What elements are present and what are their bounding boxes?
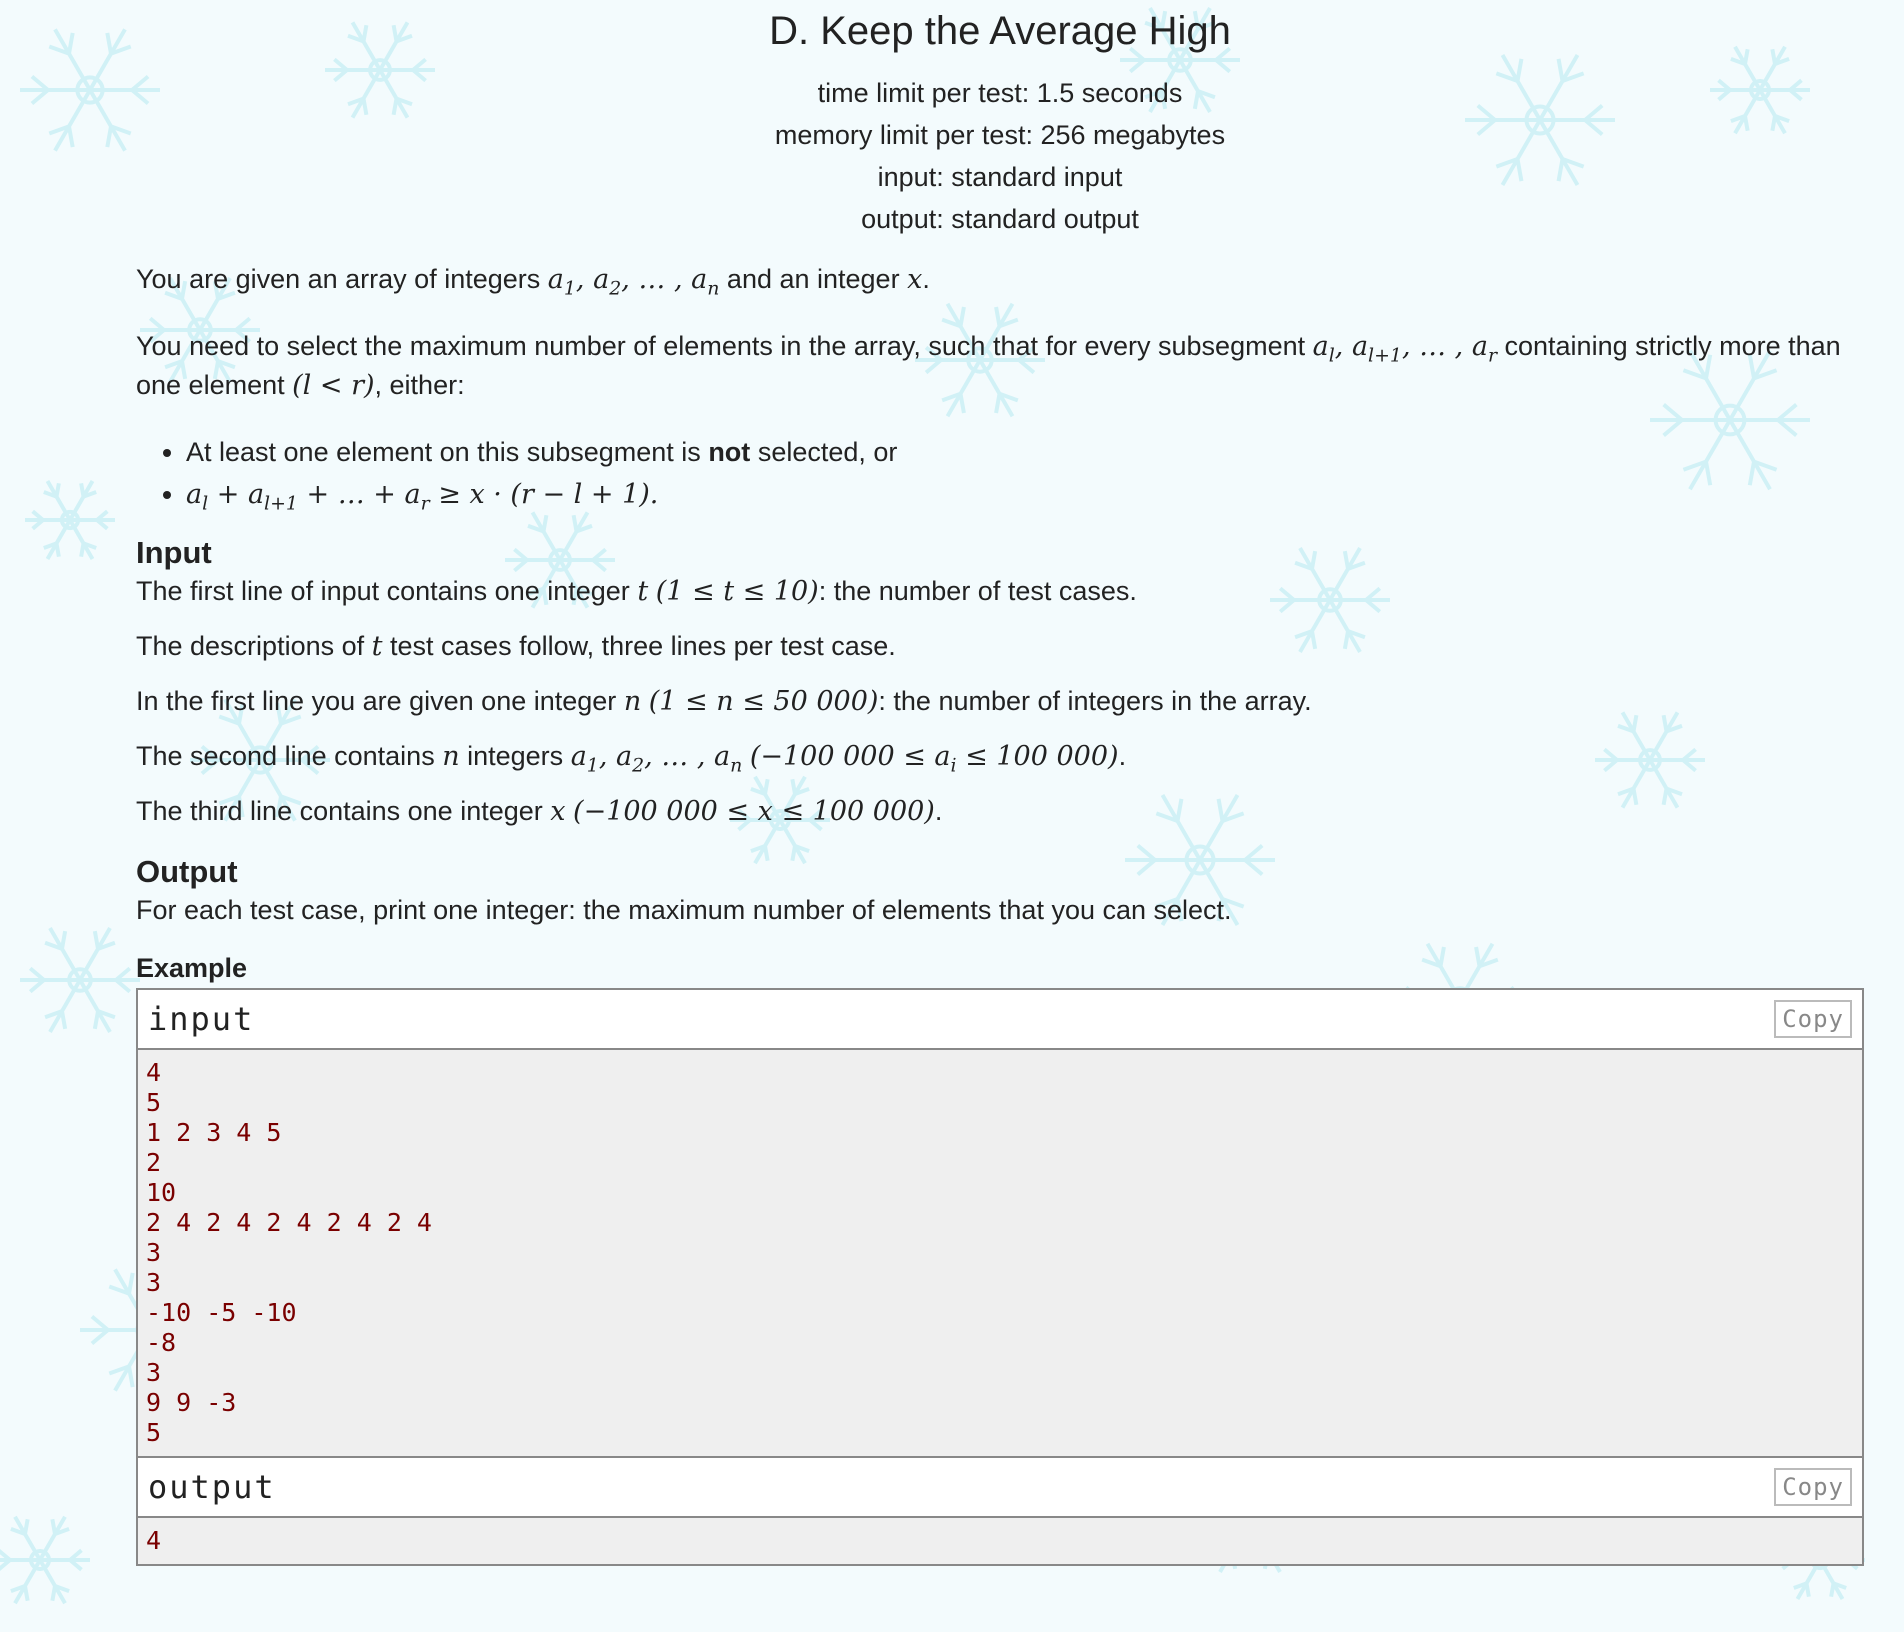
example-input-line: 3 bbox=[146, 1268, 162, 1297]
example-input-line: 10 bbox=[146, 1178, 177, 1207]
output-line-1: For each test case, print one integer: the maximum number of elements that you can select. bbox=[136, 895, 1232, 925]
condition-list bbox=[136, 431, 1864, 516]
input-line-1: The first line of input contains one integer t (1 ≤ t ≤ 10): the number of test cases. bbox=[136, 576, 1137, 607]
example-input-line: 2 bbox=[146, 1148, 162, 1177]
example-input-line: 2 4 2 4 2 4 2 4 2 4 bbox=[146, 1208, 432, 1237]
snowflake-shape bbox=[0, 1517, 90, 1604]
example-input-line: 1 2 3 4 5 bbox=[146, 1118, 282, 1147]
copy-input-button[interactable]: Copy bbox=[1774, 1000, 1852, 1038]
copy-output-button[interactable]: Copy bbox=[1774, 1468, 1852, 1506]
example-input-line: 5 bbox=[146, 1418, 162, 1447]
condition-item bbox=[186, 473, 1864, 516]
example-input-line: 5 bbox=[146, 1088, 162, 1117]
math-condition: $a_l + a_{l+1}$ + … + $a_r \ge x \cdot (r - l + 1)$. bbox=[186, 479, 659, 515]
time-limit: time limit per test: 1.5 seconds bbox=[817, 78, 1183, 108]
example-input-content[interactable] bbox=[138, 1050, 1862, 1456]
problem-header bbox=[136, 8, 1864, 240]
memory-limit: memory limit per test: 256 megabytes bbox=[774, 120, 1226, 150]
input-line-3: In the first line you are given one integer n (1 ≤ n ≤ 50 000): the number of integers in the array. bbox=[136, 686, 1312, 717]
problem-title: D. Keep the Average High bbox=[769, 9, 1231, 53]
condition-item: • At least one element on this subsegment is not selected, or bbox=[186, 431, 1864, 473]
math-subsegment: $a_l$, $a_{l+1}$, … , $a_r$ bbox=[1312, 331, 1497, 367]
example-input-line: 9 9 -3 bbox=[146, 1388, 237, 1417]
example-box bbox=[136, 988, 1864, 1566]
example-output-content[interactable] bbox=[138, 1518, 1862, 1564]
snowflake-shape bbox=[25, 481, 115, 559]
input-line-4: The second line contains n integers $a_1$, $a_2$, … , $a_n$ (−100 $000 \le a_i \le 100$ 000). bbox=[136, 741, 1127, 777]
snowflake-shape bbox=[20, 928, 140, 1032]
statement-paragraph-2: You need to select the maximum number of elements in the array, such that for every subsegment $a_l$, $a_{l+1}$, … , $a_r$ containing strictly more than one element (l < r), either: bbox=[136, 331, 1841, 401]
input-file: input: standard input bbox=[877, 162, 1123, 192]
input-line-5: The third line contains one integer x (−100 000 ≤ x ≤ 100 000). bbox=[136, 796, 943, 827]
input-line-2: The descriptions of t test cases follow, three lines per test case. bbox=[136, 631, 896, 662]
example-input-line: -8 bbox=[146, 1328, 177, 1357]
example-input-line: 4 bbox=[146, 1058, 162, 1087]
statement-paragraph-1: You are given an array of integers $a_1$, $a_2$, … , $a_n$ and an integer x. bbox=[136, 264, 930, 300]
example-input-line: 3 bbox=[146, 1358, 162, 1387]
example-output-line: 4 bbox=[146, 1526, 162, 1555]
example-input-line: -10 -5 -10 bbox=[146, 1298, 297, 1327]
example-output-label: output bbox=[148, 1468, 276, 1506]
output-file: output: standard output bbox=[861, 204, 1139, 234]
example-title: Example bbox=[136, 953, 248, 983]
math-array: $a_1$, $a_2$, … , $a_n$ bbox=[547, 264, 720, 300]
input-section-title: Input bbox=[136, 535, 212, 570]
example-input-line: 3 bbox=[146, 1238, 162, 1267]
example-output-header bbox=[138, 1456, 1862, 1518]
example-input-label: input bbox=[148, 1000, 255, 1038]
example-input-header bbox=[138, 990, 1862, 1050]
output-section-title: Output bbox=[136, 854, 238, 889]
